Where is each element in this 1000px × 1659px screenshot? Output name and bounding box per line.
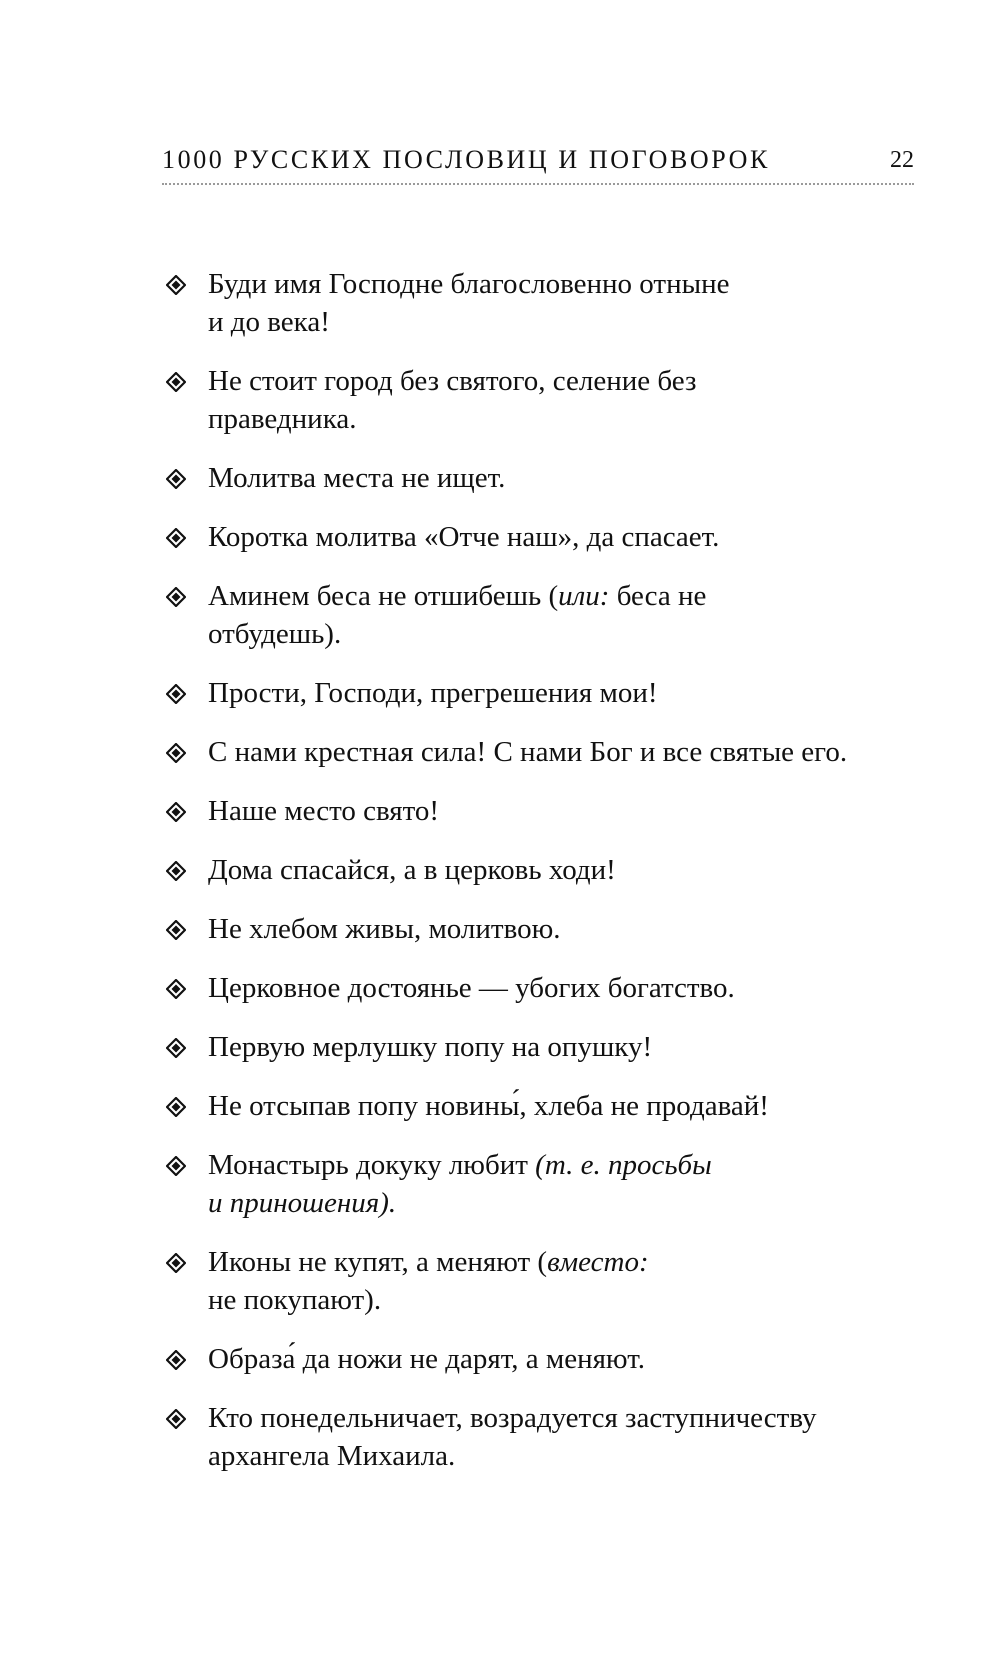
proverb-line	[208, 674, 926, 712]
diamond-bullet-icon	[166, 1156, 186, 1176]
proverb-text-italic: вместо:	[547, 1246, 649, 1278]
proverb-line	[208, 1399, 926, 1437]
proverb-item	[166, 910, 926, 948]
diamond-bullet-icon	[166, 979, 186, 999]
proverb-item	[166, 265, 926, 341]
diamond-bullet-icon	[166, 802, 186, 822]
proverb-line	[208, 459, 926, 497]
proverb-line	[208, 362, 926, 400]
proverb-line	[208, 733, 926, 771]
proverb-line	[208, 1087, 926, 1125]
diamond-bullet-icon	[166, 920, 186, 940]
proverb-item	[166, 1146, 926, 1222]
proverb-text: отбудешь).	[208, 618, 342, 650]
diamond-bullet-icon	[166, 861, 186, 881]
proverb-line	[208, 851, 926, 889]
proverb-text-italic: и приношения).	[208, 1187, 397, 1219]
proverb-item	[166, 1340, 926, 1378]
proverb-text: С нами крестная сила! С нами Бог и все святые его.	[208, 736, 848, 768]
diamond-bullet-icon	[166, 1409, 186, 1429]
proverb-text: Не отсыпав попу новины́, хлеба не продавай!	[208, 1090, 769, 1122]
proverb-line	[208, 1437, 926, 1475]
proverb-line	[208, 969, 926, 1007]
proverb-text: Дома спасайся, а в церковь ходи!	[208, 854, 616, 886]
proverb-text: Аминем беса не отшибешь (	[208, 580, 559, 612]
proverb-line	[208, 1028, 926, 1066]
proverb-item	[166, 362, 926, 438]
proverb-line	[208, 615, 926, 653]
proverb-line	[208, 1281, 926, 1319]
diamond-bullet-icon	[166, 743, 186, 763]
proverb-text-italic: или:	[558, 580, 610, 612]
book-title: 1000 РУССКИХ ПОСЛОВИЦ И ПОГОВОРОК	[162, 145, 770, 174]
proverb-text: Молитва места не ищет.	[208, 462, 506, 494]
proverb-line	[208, 303, 926, 341]
proverb-text: и до века!	[208, 306, 330, 338]
proverb-text: архангела Михаила.	[208, 1440, 456, 1472]
header-dotted-rule	[162, 183, 914, 185]
diamond-bullet-icon	[166, 1350, 186, 1370]
proverb-item	[166, 1243, 926, 1319]
proverb-line	[208, 400, 926, 438]
proverb-item	[166, 969, 926, 1007]
proverb-item	[166, 674, 926, 712]
proverb-text: Церковное достоянье — убогих богатство.	[208, 972, 735, 1004]
proverb-item	[166, 459, 926, 497]
proverb-text: Образа́ да ножи не дарят, а меняют.	[208, 1343, 645, 1375]
diamond-bullet-icon	[166, 684, 186, 704]
diamond-bullet-icon	[166, 1097, 186, 1117]
diamond-bullet-icon	[166, 275, 186, 295]
proverb-line	[208, 577, 926, 615]
diamond-bullet-icon	[166, 587, 186, 607]
proverb-text: Первую мерлушку попу на опушку!	[208, 1031, 653, 1063]
proverb-line	[208, 1340, 926, 1378]
proverb-line	[208, 910, 926, 948]
proverb-line	[208, 792, 926, 830]
proverb-line	[208, 1146, 926, 1184]
proverb-text: Буди имя Господне благословенно отныне	[208, 268, 730, 300]
proverb-text: Монастырь докуку любит	[208, 1149, 536, 1181]
proverb-item	[166, 733, 926, 771]
diamond-bullet-icon	[166, 469, 186, 489]
proverb-item	[166, 577, 926, 653]
running-head	[162, 145, 914, 185]
proverb-text: праведника.	[208, 403, 357, 435]
proverb-text: беса не	[609, 580, 707, 612]
proverb-text: Прости, Господи, прегрешения мои!	[208, 677, 658, 709]
proverb-text: Иконы не купят, а меняют (	[208, 1246, 548, 1278]
diamond-bullet-icon	[166, 528, 186, 548]
proverb-item	[166, 518, 926, 556]
diamond-bullet-icon	[166, 1253, 186, 1273]
proverb-text: Наше место свято!	[208, 795, 440, 827]
proverb-text: не покупают).	[208, 1284, 382, 1316]
proverb-line	[208, 1184, 926, 1222]
page-number: 22	[890, 147, 914, 173]
proverb-text-italic: (т. е. просьбы	[535, 1149, 712, 1181]
proverb-line	[208, 265, 926, 303]
diamond-bullet-icon	[166, 372, 186, 392]
proverb-item	[166, 851, 926, 889]
proverb-line	[208, 518, 926, 556]
proverb-line	[208, 1243, 926, 1281]
proverb-item	[166, 1028, 926, 1066]
diamond-bullet-icon	[166, 1038, 186, 1058]
proverb-item	[166, 1087, 926, 1125]
proverb-item	[166, 1399, 926, 1475]
proverb-text: Не хлебом живы, молитвою.	[208, 913, 561, 945]
proverb-text: Не стоит город без святого, селение без	[208, 365, 697, 397]
proverb-text: Коротка молитва «Отче наш», да спасает.	[208, 521, 720, 553]
proverb-list	[166, 265, 926, 1496]
proverb-text: Кто понедельничает, возрадуется заступничеству	[208, 1402, 817, 1434]
proverb-item	[166, 792, 926, 830]
